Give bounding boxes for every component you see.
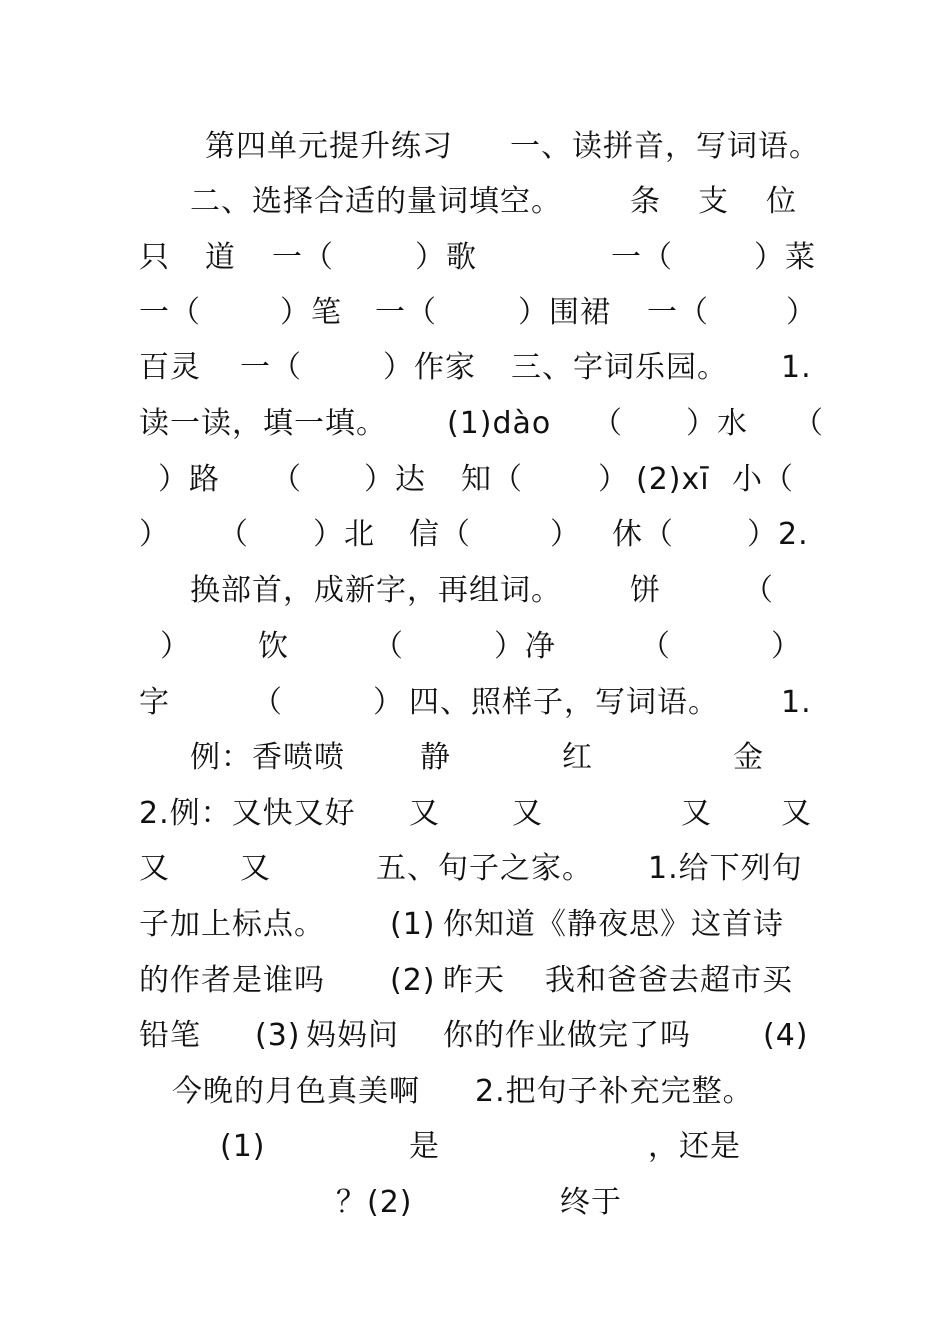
- text-segment: 你的作业做完了吗: [443, 1018, 691, 1053]
- text-line: [0, 127, 950, 177]
- text-segment: 饼: [630, 573, 661, 608]
- text-segment: ）: [373, 685, 404, 720]
- text-segment: ）: [139, 517, 170, 552]
- text-segment: 道: [205, 240, 236, 275]
- text-segment: (2)xī: [636, 462, 710, 497]
- text-segment: 又: [681, 796, 712, 831]
- text-line: [0, 182, 950, 232]
- text-segment: (1): [390, 907, 436, 942]
- text-segment: 2.把句子补充完整。: [475, 1074, 754, 1109]
- text-segment: 休（: [612, 517, 674, 552]
- text-line: [0, 627, 950, 677]
- text-segment: （: [271, 462, 302, 497]
- text-segment: （: [592, 406, 623, 441]
- text-segment: 二、选择合适的量词填空。: [190, 184, 562, 219]
- text-line: [0, 515, 950, 565]
- text-line: [0, 238, 950, 288]
- text-segment: 一（: [647, 295, 709, 330]
- text-segment: 支: [698, 184, 729, 219]
- text-line: [0, 1072, 950, 1122]
- text-segment: 的作者是谁吗: [139, 963, 325, 998]
- text-line: [0, 849, 950, 899]
- text-line: [0, 961, 950, 1011]
- text-segment: 妈妈问: [306, 1018, 399, 1053]
- text-line: [0, 571, 950, 621]
- text-segment: 是: [409, 1129, 440, 1164]
- text-line: [0, 1016, 950, 1066]
- text-segment: ）路: [158, 462, 220, 497]
- text-segment: 一（: [240, 350, 302, 385]
- text-segment: （: [793, 406, 824, 441]
- text-segment: 字: [139, 685, 170, 720]
- text-line: [0, 460, 950, 510]
- text-segment: 静: [420, 740, 451, 775]
- text-segment: 第四单元提升练习: [205, 129, 453, 164]
- text-segment: 我和爸爸去超市买: [545, 963, 793, 998]
- text-line: [0, 738, 950, 788]
- text-segment: 一、读拼音，写词语。: [510, 129, 820, 164]
- text-segment: ）歌: [415, 240, 477, 275]
- text-segment: 一（: [272, 240, 334, 275]
- text-line: [0, 794, 950, 844]
- text-segment: 五、句子之家。: [376, 851, 593, 886]
- text-segment: 1.: [781, 685, 812, 720]
- text-segment: (2): [390, 963, 436, 998]
- text-line: [0, 905, 950, 955]
- text-segment: 饮: [258, 629, 289, 664]
- text-segment: 红: [562, 740, 593, 775]
- text-segment: ）北: [313, 517, 375, 552]
- text-segment: (1): [220, 1129, 266, 1164]
- text-segment: 又: [240, 851, 271, 886]
- text-segment: 一（: [139, 295, 201, 330]
- text-segment: 2.例：又快又好: [139, 796, 356, 831]
- text-segment: 昨天: [443, 963, 505, 998]
- text-segment: 例：香喷喷: [190, 740, 345, 775]
- text-line: [0, 293, 950, 343]
- text-segment: 金: [733, 740, 764, 775]
- text-segment: 四、照样子，写词语。: [409, 685, 719, 720]
- text-segment: 小（: [732, 462, 794, 497]
- text-segment: （: [373, 629, 404, 664]
- text-segment: 铅笔: [139, 1018, 201, 1053]
- text-segment: ）: [771, 629, 802, 664]
- text-segment: ）菜: [754, 240, 816, 275]
- text-segment: （: [252, 685, 283, 720]
- text-segment: 只: [139, 240, 170, 275]
- text-segment: ）: [550, 517, 581, 552]
- text-segment: 又: [409, 796, 440, 831]
- text-segment: 又: [781, 796, 812, 831]
- text-line: [0, 1127, 950, 1177]
- text-segment: 位: [766, 184, 797, 219]
- text-segment: ）: [160, 629, 191, 664]
- text-segment: ，还是: [648, 1129, 741, 1164]
- text-segment: (3): [255, 1018, 301, 1053]
- text-segment: 终于: [560, 1185, 622, 1220]
- text-segment: ？(2): [336, 1185, 413, 1220]
- text-segment: （: [218, 517, 249, 552]
- text-segment: 知（: [461, 462, 523, 497]
- text-segment: ）净: [494, 629, 556, 664]
- text-segment: ）达: [364, 462, 426, 497]
- text-segment: （: [640, 629, 671, 664]
- text-segment: ）围裙: [518, 295, 611, 330]
- text-segment: 今晚的月色真美啊: [172, 1074, 420, 1109]
- text-line: [0, 348, 950, 398]
- text-segment: 子加上标点。: [139, 907, 325, 942]
- text-segment: 换部首，成新字，再组词。: [190, 573, 562, 608]
- text-segment: 读一读，填一填。: [139, 406, 387, 441]
- text-segment: ）: [786, 295, 817, 330]
- text-segment: 信（: [409, 517, 471, 552]
- text-segment: 1.: [781, 350, 812, 385]
- text-segment: 一（: [611, 240, 673, 275]
- text-segment: 一（: [375, 295, 437, 330]
- text-segment: 1.给下列句: [648, 851, 803, 886]
- text-line: [0, 683, 950, 733]
- text-segment: ）作家: [383, 350, 476, 385]
- text-segment: 又: [139, 851, 170, 886]
- text-line: [0, 1183, 950, 1233]
- text-segment: ）笔: [280, 295, 342, 330]
- text-segment: (4): [763, 1018, 809, 1053]
- text-segment: 条: [630, 184, 661, 219]
- text-segment: ）水: [686, 406, 748, 441]
- text-line: [0, 404, 950, 454]
- text-segment: ）: [598, 462, 629, 497]
- text-segment: 百灵: [139, 350, 201, 385]
- text-segment: ）2.: [747, 517, 809, 552]
- text-segment: 又: [512, 796, 543, 831]
- text-segment: （: [743, 573, 774, 608]
- text-segment: 三、字词乐园。: [511, 350, 728, 385]
- text-segment: 你知道《静夜思》这首诗: [443, 907, 784, 942]
- text-segment: (1)dào: [447, 406, 552, 441]
